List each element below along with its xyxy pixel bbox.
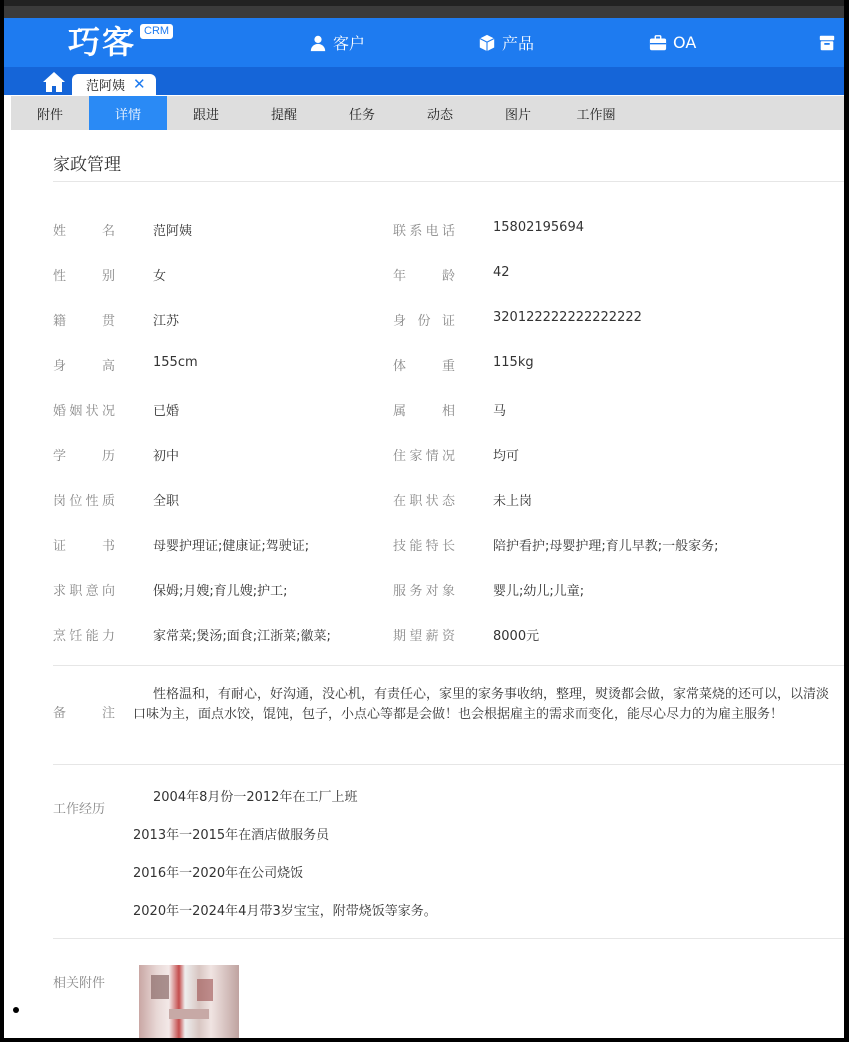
field-value: 全职	[153, 494, 180, 509]
attachments-label: 相关附件	[53, 976, 106, 991]
subtab-work-circle[interactable]: 工作圈	[576, 107, 616, 123]
field-value: 江苏	[153, 314, 180, 329]
logo[interactable]	[68, 20, 173, 64]
field-label: 性别	[53, 269, 115, 284]
bullet-dot	[13, 1007, 19, 1013]
work-history-item: 2020年一2024年4月带3岁宝宝，附带烧饭等家务。	[133, 904, 437, 919]
field-label: 婚姻状况	[53, 404, 115, 419]
nav-oa-label: OA	[673, 33, 697, 52]
field-row	[11, 400, 844, 424]
field-value: 15802195694	[493, 220, 584, 235]
field-label: 烹饪能力	[53, 629, 115, 644]
field-label: 证书	[53, 539, 115, 554]
briefcase-icon	[649, 34, 667, 52]
nav-products-label: 产品	[502, 34, 535, 53]
box-icon	[478, 34, 496, 52]
field-value: 女	[153, 269, 167, 284]
work-divider	[53, 938, 844, 939]
field-label: 身份证	[393, 314, 455, 329]
fields-divider	[53, 665, 844, 666]
subtab-tasks[interactable]: 任务	[348, 107, 375, 123]
top-header	[4, 18, 844, 67]
nav-oa[interactable]	[649, 18, 696, 67]
nav-products[interactable]	[478, 18, 534, 67]
field-value: 保姆;月嫂;育儿嫂;护工;	[153, 584, 288, 599]
window-right-edge	[844, 0, 849, 1042]
user-icon	[309, 34, 327, 52]
field-label: 姓名	[53, 224, 115, 239]
page-title: 家政管理	[53, 155, 121, 175]
field-value: 陪护看护;母婴护理;育儿早教;一般家务;	[493, 539, 719, 554]
remark-text: 性格温和，有耐心，好沟通，没心机，有责任心，家里的家务事收纳，整理，熨烫都会做，家常菜烧的还可以，以清淡口味为主，面点水饺，馄饨，包子，小点心等都是会做！也会根据雇主的需求而变化，能尽心尽力的为雇主服务！	[133, 687, 830, 722]
window-title-strip	[4, 6, 844, 18]
open-tabs-bar	[4, 67, 844, 95]
field-label: 在职状态	[393, 494, 455, 509]
work-history-item: 2016年一2020年在公司烧饭	[133, 866, 304, 881]
field-label: 学历	[53, 449, 115, 464]
window-bottom-edge	[0, 1038, 849, 1042]
field-row	[11, 220, 844, 244]
nav-archive[interactable]	[818, 18, 842, 67]
work-history-label: 工作经历	[53, 802, 106, 817]
subtab-reminders[interactable]: 提醒	[270, 107, 297, 123]
detail-panel	[11, 130, 844, 1038]
tab-fan-ayi[interactable]	[72, 74, 156, 95]
field-value: 未上岗	[493, 494, 533, 509]
left-gutter	[4, 95, 10, 265]
field-label: 身高	[53, 359, 115, 374]
field-value: 42	[493, 265, 510, 280]
remark-divider	[53, 764, 844, 765]
subtab-attachments[interactable]: 附件	[36, 107, 63, 123]
field-value: 8000元	[493, 629, 540, 644]
work-history-item: 2013年一2015年在酒店做服务员	[133, 828, 330, 843]
field-value: 初中	[153, 449, 180, 464]
field-label: 服务对象	[393, 584, 455, 599]
field-label: 求职意向	[53, 584, 115, 599]
close-icon[interactable]: ✕	[133, 75, 146, 93]
subtab-activity[interactable]: 动态	[426, 107, 453, 123]
field-label: 岗位性质	[53, 494, 115, 509]
field-row	[11, 580, 844, 604]
field-value: 范阿姨	[153, 224, 193, 239]
field-row	[11, 490, 844, 514]
field-row	[11, 445, 844, 469]
field-row	[11, 625, 844, 649]
home-icon[interactable]	[42, 71, 66, 93]
field-label: 期望薪资	[393, 629, 455, 644]
field-row	[11, 355, 844, 379]
title-divider	[53, 181, 844, 182]
field-label: 技能特长	[393, 539, 455, 554]
work-history-item: 2004年8月份一2012年在工厂上班	[153, 790, 358, 805]
field-label: 住家情况	[393, 449, 455, 464]
field-label: 籍贯	[53, 314, 115, 329]
subtab-followup[interactable]: 跟进	[192, 107, 219, 123]
remark-label: 备注	[53, 706, 115, 721]
field-row	[11, 265, 844, 289]
field-value: 115kg	[493, 355, 534, 370]
nav-customers[interactable]	[309, 18, 365, 67]
field-label: 属相	[393, 404, 455, 419]
field-label: 年龄	[393, 269, 455, 284]
tab-label: 范阿姨	[86, 79, 126, 94]
detail-subtabs	[11, 96, 844, 130]
archive-icon	[818, 34, 836, 52]
field-value: 家常菜;煲汤;面食;江浙菜;徽菜;	[153, 629, 331, 644]
subtab-images[interactable]: 图片	[504, 107, 531, 123]
field-value: 已婚	[153, 404, 180, 419]
nav-customers-label: 客户	[333, 34, 366, 53]
field-label: 体重	[393, 359, 455, 374]
attachment-thumbnail[interactable]	[139, 965, 239, 1038]
field-value: 婴儿;幼儿;儿童;	[493, 584, 585, 599]
field-value: 155cm	[153, 355, 198, 370]
field-value: 母婴护理证;健康证;驾驶证;	[153, 539, 310, 554]
subtab-details[interactable]: 详情	[89, 96, 167, 130]
field-row	[11, 310, 844, 334]
field-value: 均可	[493, 449, 520, 464]
logo-badge: CRM	[140, 24, 173, 39]
field-label: 联系电话	[393, 224, 455, 239]
field-value: 320122222222222222	[493, 310, 642, 325]
field-row	[11, 535, 844, 559]
field-value: 马	[493, 404, 507, 419]
logo-text: 巧客	[68, 23, 137, 61]
